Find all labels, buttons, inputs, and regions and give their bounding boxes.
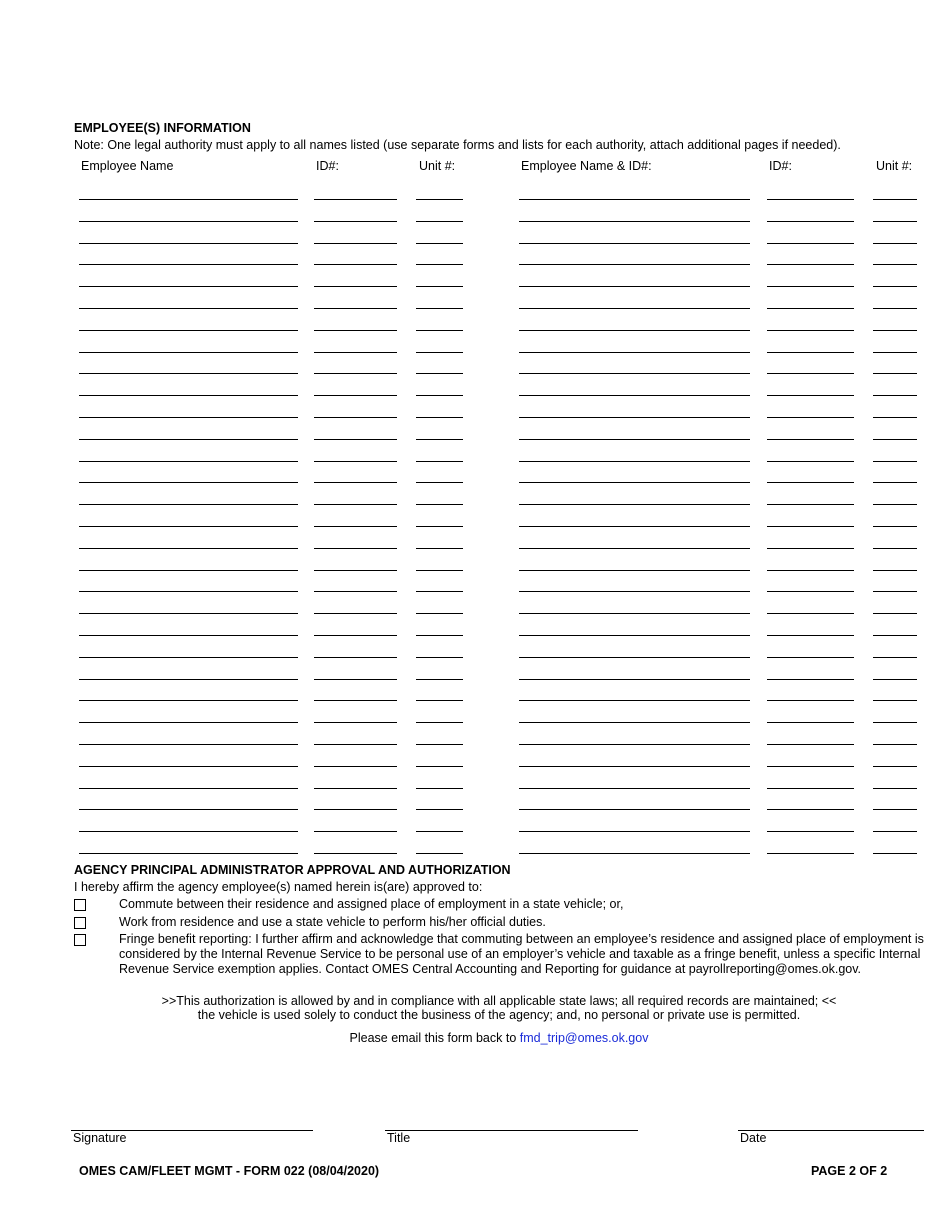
unit-field[interactable] (416, 788, 463, 789)
employee-name-field[interactable] (79, 504, 298, 505)
work-from-residence-checkbox[interactable] (74, 917, 86, 929)
employee-name-field[interactable] (79, 286, 298, 287)
unit-field-2[interactable] (873, 243, 917, 244)
id-field[interactable] (314, 439, 397, 440)
id-field[interactable] (314, 308, 397, 309)
id-field[interactable] (314, 461, 397, 462)
id-field[interactable] (314, 853, 397, 854)
employee-name-field[interactable] (79, 766, 298, 767)
unit-field-2[interactable] (873, 766, 917, 767)
unit-field-2[interactable] (873, 744, 917, 745)
id-field[interactable] (314, 548, 397, 549)
unit-field[interactable] (416, 373, 463, 374)
title-line[interactable] (385, 1130, 638, 1131)
employee-name-id-field[interactable] (519, 243, 750, 244)
unit-field[interactable] (416, 264, 463, 265)
employee-name-id-field[interactable] (519, 570, 750, 571)
email-instruction (74, 1031, 924, 1046)
employee-name-field[interactable] (79, 679, 298, 680)
employee-name-id-field[interactable] (519, 657, 750, 658)
unit-field-2[interactable] (873, 613, 917, 614)
compliance-line-1: >>This authorization is allowed by and in compliance with all applicable state laws; all required records are maintained; << (161, 994, 837, 1008)
employee-name-id-field[interactable] (519, 461, 750, 462)
id-field-2[interactable] (767, 439, 854, 440)
id-field-2[interactable] (767, 722, 854, 723)
employee-section-note: Note: One legal authority must apply to all names listed (use separate forms and lists for each authority, attach additional pages if needed). (74, 138, 841, 152)
employee-name-field[interactable] (79, 548, 298, 549)
employee-name-field[interactable] (79, 831, 298, 832)
approval-intro: I hereby affirm the agency employee(s) named herein is(are) approved to: (74, 880, 483, 894)
unit-field[interactable] (416, 722, 463, 723)
unit-field[interactable] (416, 613, 463, 614)
employee-name-field[interactable] (79, 330, 298, 331)
title-label: Title (387, 1131, 411, 1145)
unit-field[interactable] (416, 700, 463, 701)
employee-name-id-field[interactable] (519, 548, 750, 549)
employee-name-id-field[interactable] (519, 308, 750, 309)
form-id: OMES CAM/FLEET MGMT - FORM 022 (08/04/2020) (79, 1164, 380, 1178)
id-field-2[interactable] (767, 788, 854, 789)
unit-field[interactable] (416, 657, 463, 658)
id-field-2[interactable] (767, 657, 854, 658)
employee-name-id-field[interactable] (519, 482, 750, 483)
employee-name-id-field[interactable] (519, 352, 750, 353)
id-field-2[interactable] (767, 199, 854, 200)
compliance-line-2: the vehicle is used solely to conduct the business of the agency; and, no personal or private use is permitted. (197, 1008, 801, 1022)
employee-name-id-field[interactable] (519, 439, 750, 440)
id-field[interactable] (314, 482, 397, 483)
unit-field[interactable] (416, 809, 463, 810)
option-commute-text: Commute between their residence and assigned place of employment in a state vehicle; or, (119, 897, 624, 911)
unit-field-2[interactable] (873, 788, 917, 789)
id-field[interactable] (314, 657, 397, 658)
id-field-2[interactable] (767, 482, 854, 483)
id-field-2[interactable] (767, 570, 854, 571)
unit-field-2[interactable] (873, 722, 917, 723)
unit-field[interactable] (416, 744, 463, 745)
id-field-2[interactable] (767, 504, 854, 505)
employee-name-id-field[interactable] (519, 831, 750, 832)
unit-field-2[interactable] (873, 657, 917, 658)
employee-name-field[interactable] (79, 461, 298, 462)
unit-field-2[interactable] (873, 308, 917, 309)
id-field[interactable] (314, 286, 397, 287)
col-header-unit: Unit #: (419, 159, 456, 173)
id-field-2[interactable] (767, 461, 854, 462)
id-field[interactable] (314, 744, 397, 745)
unit-field-2[interactable] (873, 482, 917, 483)
unit-field-2[interactable] (873, 679, 917, 680)
unit-field-2[interactable] (873, 504, 917, 505)
employee-name-field[interactable] (79, 700, 298, 701)
unit-field-2[interactable] (873, 700, 917, 701)
unit-field-2[interactable] (873, 591, 917, 592)
id-field[interactable] (314, 395, 397, 396)
unit-field[interactable] (416, 635, 463, 636)
unit-field[interactable] (416, 439, 463, 440)
id-field[interactable] (314, 373, 397, 374)
unit-field[interactable] (416, 766, 463, 767)
employee-name-field[interactable] (79, 352, 298, 353)
email-prefix: Please email this form back to (349, 1031, 520, 1045)
unit-field-2[interactable] (873, 264, 917, 265)
id-field[interactable] (314, 722, 397, 723)
id-field[interactable] (314, 635, 397, 636)
employee-name-field[interactable] (79, 657, 298, 658)
unit-field[interactable] (416, 286, 463, 287)
employee-name-field[interactable] (79, 722, 298, 723)
id-field[interactable] (314, 570, 397, 571)
id-field[interactable] (314, 330, 397, 331)
option-work-from-residence-text: Work from residence and use a state vehicle to perform his/her official duties. (119, 915, 546, 929)
email-link[interactable]: fmd_trip@omes.ok.gov (519, 1031, 649, 1045)
id-field-2[interactable] (767, 700, 854, 701)
employee-name-id-field[interactable] (519, 264, 750, 265)
unit-field-2[interactable] (873, 570, 917, 571)
id-field[interactable] (314, 504, 397, 505)
unit-field-2[interactable] (873, 286, 917, 287)
employee-name-id-field[interactable] (519, 744, 750, 745)
col-header-id: ID#: (316, 159, 339, 173)
col-header-id-2: ID#: (769, 159, 792, 173)
id-field-2[interactable] (767, 417, 854, 418)
col-header-unit-2: Unit #: (876, 159, 913, 173)
date-label: Date (740, 1131, 767, 1145)
unit-field[interactable] (416, 308, 463, 309)
unit-field[interactable] (416, 482, 463, 483)
employee-name-id-field[interactable] (519, 766, 750, 767)
unit-field[interactable] (416, 221, 463, 222)
employee-name-id-field[interactable] (519, 395, 750, 396)
id-field-2[interactable] (767, 526, 854, 527)
id-field[interactable] (314, 700, 397, 701)
unit-field-2[interactable] (873, 352, 917, 353)
id-field-2[interactable] (767, 308, 854, 309)
id-field-2[interactable] (767, 264, 854, 265)
employee-name-id-field[interactable] (519, 679, 750, 680)
id-field[interactable] (314, 264, 397, 265)
col-header-employee-name-id: Employee Name & ID#: (521, 159, 652, 173)
id-field-2[interactable] (767, 831, 854, 832)
id-field[interactable] (314, 788, 397, 789)
unit-field[interactable] (416, 461, 463, 462)
employee-name-id-field[interactable] (519, 373, 750, 374)
employee-name-field[interactable] (79, 591, 298, 592)
unit-field-2[interactable] (873, 548, 917, 549)
unit-field[interactable] (416, 330, 463, 331)
id-field[interactable] (314, 221, 397, 222)
unit-field-2[interactable] (873, 439, 917, 440)
unit-field-2[interactable] (873, 373, 917, 374)
employee-name-id-field[interactable] (519, 526, 750, 527)
employee-section-title: EMPLOYEE(S) INFORMATION (74, 121, 251, 135)
option-fringe-benefit-text: Fringe benefit reporting: I further affirm and acknowledge that commuting between an employee’s residence and assigned place of employment is considered by the Internal Revenue Service to be personal use of an employer’s vehicle and taxable as a fringe benefit, unless a specific Internal Revenue Service exemption applies. Contact OMES Central Accounting and Reporting for guidance at payrollreporting@omes.ok.gov. (119, 932, 924, 976)
employee-name-field[interactable] (79, 853, 298, 854)
id-field-2[interactable] (767, 286, 854, 287)
id-field-2[interactable] (767, 395, 854, 396)
page-number: PAGE 2 OF 2 (811, 1164, 888, 1178)
employee-name-id-field[interactable] (519, 417, 750, 418)
employee-name-field[interactable] (79, 264, 298, 265)
employee-name-id-field[interactable] (519, 199, 750, 200)
id-field-2[interactable] (767, 635, 854, 636)
unit-field-2[interactable] (873, 330, 917, 331)
employee-name-field[interactable] (79, 373, 298, 374)
unit-field[interactable] (416, 504, 463, 505)
employee-name-id-field[interactable] (519, 700, 750, 701)
approval-section-title: AGENCY PRINCIPAL ADMINISTRATOR APPROVAL AND AUTHORIZATION (74, 863, 511, 877)
unit-field[interactable] (416, 243, 463, 244)
employee-name-id-field[interactable] (519, 221, 750, 222)
unit-field-2[interactable] (873, 395, 917, 396)
commute-checkbox[interactable] (74, 899, 86, 911)
unit-field[interactable] (416, 831, 463, 832)
signature-label: Signature (73, 1131, 127, 1145)
unit-field-2[interactable] (873, 461, 917, 462)
unit-field[interactable] (416, 417, 463, 418)
id-field-2[interactable] (767, 373, 854, 374)
unit-field[interactable] (416, 352, 463, 353)
fringe-benefit-checkbox[interactable] (74, 934, 86, 946)
employee-name-field[interactable] (79, 199, 298, 200)
employee-name-id-field[interactable] (519, 504, 750, 505)
unit-field[interactable] (416, 526, 463, 527)
id-field-2[interactable] (767, 591, 854, 592)
unit-field-2[interactable] (873, 417, 917, 418)
id-field-2[interactable] (767, 853, 854, 854)
unit-field[interactable] (416, 853, 463, 854)
unit-field-2[interactable] (873, 199, 917, 200)
id-field[interactable] (314, 417, 397, 418)
employee-name-field[interactable] (79, 570, 298, 571)
employee-name-field[interactable] (79, 613, 298, 614)
id-field-2[interactable] (767, 613, 854, 614)
employee-name-field[interactable] (79, 788, 298, 789)
id-field[interactable] (314, 831, 397, 832)
employee-name-id-field[interactable] (519, 722, 750, 723)
employee-name-field[interactable] (79, 439, 298, 440)
id-field-2[interactable] (767, 330, 854, 331)
employee-name-id-field[interactable] (519, 635, 750, 636)
id-field-2[interactable] (767, 744, 854, 745)
unit-field[interactable] (416, 591, 463, 592)
unit-field[interactable] (416, 548, 463, 549)
unit-field[interactable] (416, 679, 463, 680)
employee-name-id-field[interactable] (519, 286, 750, 287)
id-field[interactable] (314, 766, 397, 767)
employee-name-id-field[interactable] (519, 613, 750, 614)
employee-name-field[interactable] (79, 308, 298, 309)
id-field-2[interactable] (767, 221, 854, 222)
unit-field[interactable] (416, 395, 463, 396)
employee-name-field[interactable] (79, 635, 298, 636)
id-field-2[interactable] (767, 809, 854, 810)
id-field-2[interactable] (767, 243, 854, 244)
employee-name-id-field[interactable] (519, 591, 750, 592)
unit-field-2[interactable] (873, 853, 917, 854)
col-header-employee-name: Employee Name (81, 159, 174, 173)
employee-name-id-field[interactable] (519, 853, 750, 854)
id-field[interactable] (314, 243, 397, 244)
employee-name-field[interactable] (79, 395, 298, 396)
id-field[interactable] (314, 679, 397, 680)
employee-name-id-field[interactable] (519, 788, 750, 789)
id-field[interactable] (314, 352, 397, 353)
id-field[interactable] (314, 526, 397, 527)
unit-field-2[interactable] (873, 526, 917, 527)
id-field[interactable] (314, 613, 397, 614)
employee-name-field[interactable] (79, 744, 298, 745)
employee-name-field[interactable] (79, 809, 298, 810)
id-field-2[interactable] (767, 679, 854, 680)
id-field[interactable] (314, 199, 397, 200)
id-field-2[interactable] (767, 548, 854, 549)
unit-field-2[interactable] (873, 635, 917, 636)
employee-name-id-field[interactable] (519, 330, 750, 331)
id-field-2[interactable] (767, 766, 854, 767)
employee-name-field[interactable] (79, 243, 298, 244)
employee-name-field[interactable] (79, 221, 298, 222)
unit-field-2[interactable] (873, 221, 917, 222)
employee-name-id-field[interactable] (519, 809, 750, 810)
id-field[interactable] (314, 809, 397, 810)
unit-field-2[interactable] (873, 809, 917, 810)
employee-name-field[interactable] (79, 526, 298, 527)
id-field-2[interactable] (767, 352, 854, 353)
unit-field-2[interactable] (873, 831, 917, 832)
employee-name-field[interactable] (79, 417, 298, 418)
unit-field[interactable] (416, 570, 463, 571)
unit-field[interactable] (416, 199, 463, 200)
employee-name-field[interactable] (79, 482, 298, 483)
id-field[interactable] (314, 591, 397, 592)
